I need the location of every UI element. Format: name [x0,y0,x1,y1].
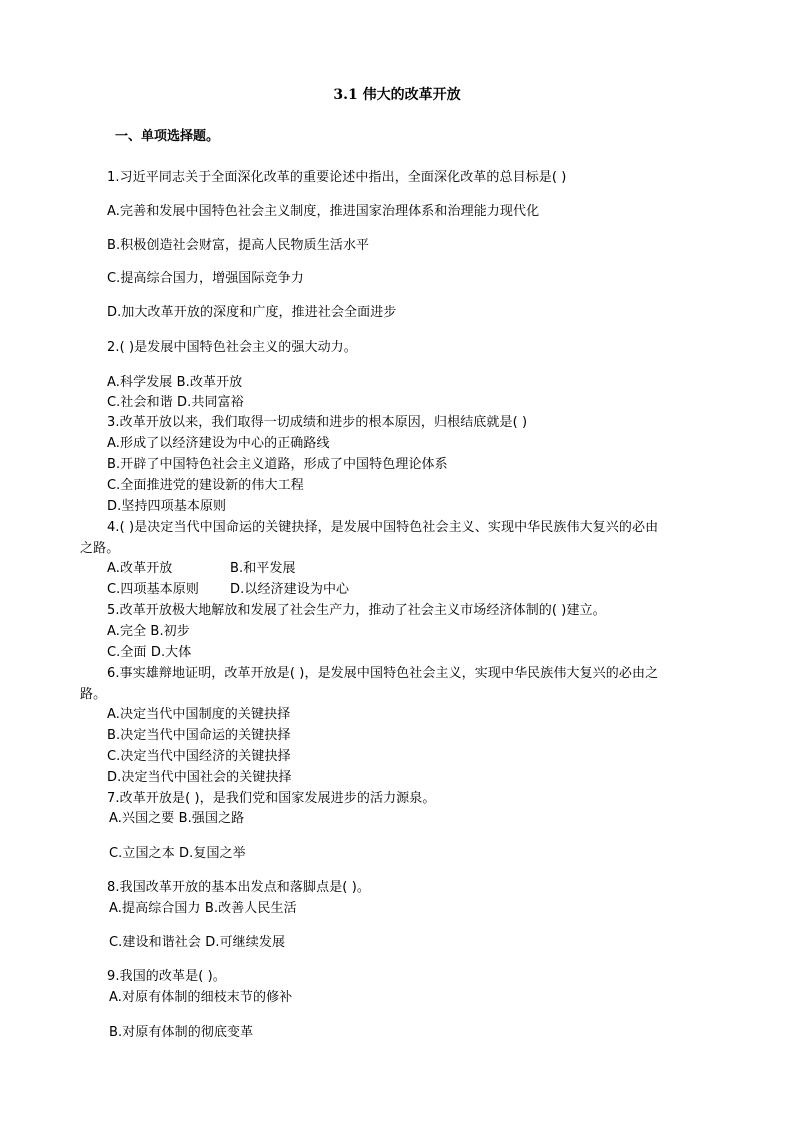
q2-options-ab: A.科学发展 B.改革开放 [107,375,243,390]
q2-options-cd: C.社会和谐 D.共同富裕 [107,395,244,410]
q3-option-b: B.开辟了中国特色社会主义道路，形成了中国特色理论体系 [107,457,448,472]
q9-option-a: A.对原有体制的细枝末节的修补 [109,990,293,1005]
section-heading: 一、单项选择题。 [115,129,220,144]
question-4: 4.( )是决定当代中国命运的关键抉择，是发展中国特色社会主义、实现中华民族伟大复兴的必由 [107,520,659,535]
q3-option-a: A.形成了以经济建设为中心的正确路线 [107,436,330,451]
q7-options-ab: A.兴国之要 B.强国之路 [109,811,245,826]
q1-option-b: B.积极创造社会财富，提高人民物质生活水平 [107,238,370,253]
q4-option-a: A.改革开放 [107,561,173,576]
question-3: 3.改革开放以来，我们取得一切成绩和进步的根本原因，归根结底就是( ) [107,415,528,430]
q4-option-b: B.和平发展 [230,561,296,576]
q4-option-c: C.四项基本原则 [107,582,200,597]
q6-option-c: C.决定当代中国经济的关键抉择 [107,749,291,764]
q8-options-cd: C.建设和谐社会 D.可继续发展 [109,935,286,950]
q1-option-c: C.提高综合国力，增强国际竞争力 [107,271,304,286]
q1-option-a: A.完善和发展中国特色社会主义制度，推进国家治理体系和治理能力现代化 [107,204,540,219]
question-7: 7.改革开放是( )，是我们党和国家发展进步的活力源泉。 [107,791,436,806]
q3-option-c: C.全面推进党的建设新的伟大工程 [107,478,304,493]
q1-option-d: D.加大改革开放的深度和广度，推进社会全面进步 [107,305,397,320]
q9-option-b: B.对原有体制的彻底变革 [109,1025,254,1040]
question-9: 9.我国的改革是( )。 [107,969,226,984]
q5-options-cd: C.全面 D.大体 [107,645,192,660]
q6-option-d: D.决定当代中国社会的关键抉择 [107,770,292,785]
question-2: 2.( )是发展中国特色社会主义的强大动力。 [107,340,357,355]
document-title: 3.1 伟大的改革开放 [333,87,461,103]
q5-options-ab: A.完全 B.初步 [107,624,190,639]
question-6: 6.事实雄辩地证明，改革开放是( )，是发展中国特色社会主义，实现中华民族伟大复兴的必由之 [107,666,659,681]
q7-options-cd: C.立国之本 D.复国之举 [109,846,246,861]
q4-option-d: D.以经济建设为中心 [230,582,350,597]
q3-option-d: D.坚持四项基本原则 [107,499,227,514]
question-6-continued: 路。 [80,687,107,702]
question-4-continued: 之路。 [80,541,120,556]
q6-option-b: B.决定当代中国命运的关键抉择 [107,728,291,743]
question-5: 5.改革开放极大地解放和发展了社会生产力，推动了社会主义市场经济体制的( )建立。 [107,603,606,618]
question-8: 8.我国改革开放的基本出发点和落脚点是( )。 [107,880,370,895]
q8-options-ab: A.提高综合国力 B.改善人民生活 [109,901,297,916]
q6-option-a: A.决定当代中国制度的关键抉择 [107,707,291,722]
question-1: 1.习近平同志关于全面深化改革的重要论述中指出，全面深化改革的总目标是( ) [107,170,567,185]
